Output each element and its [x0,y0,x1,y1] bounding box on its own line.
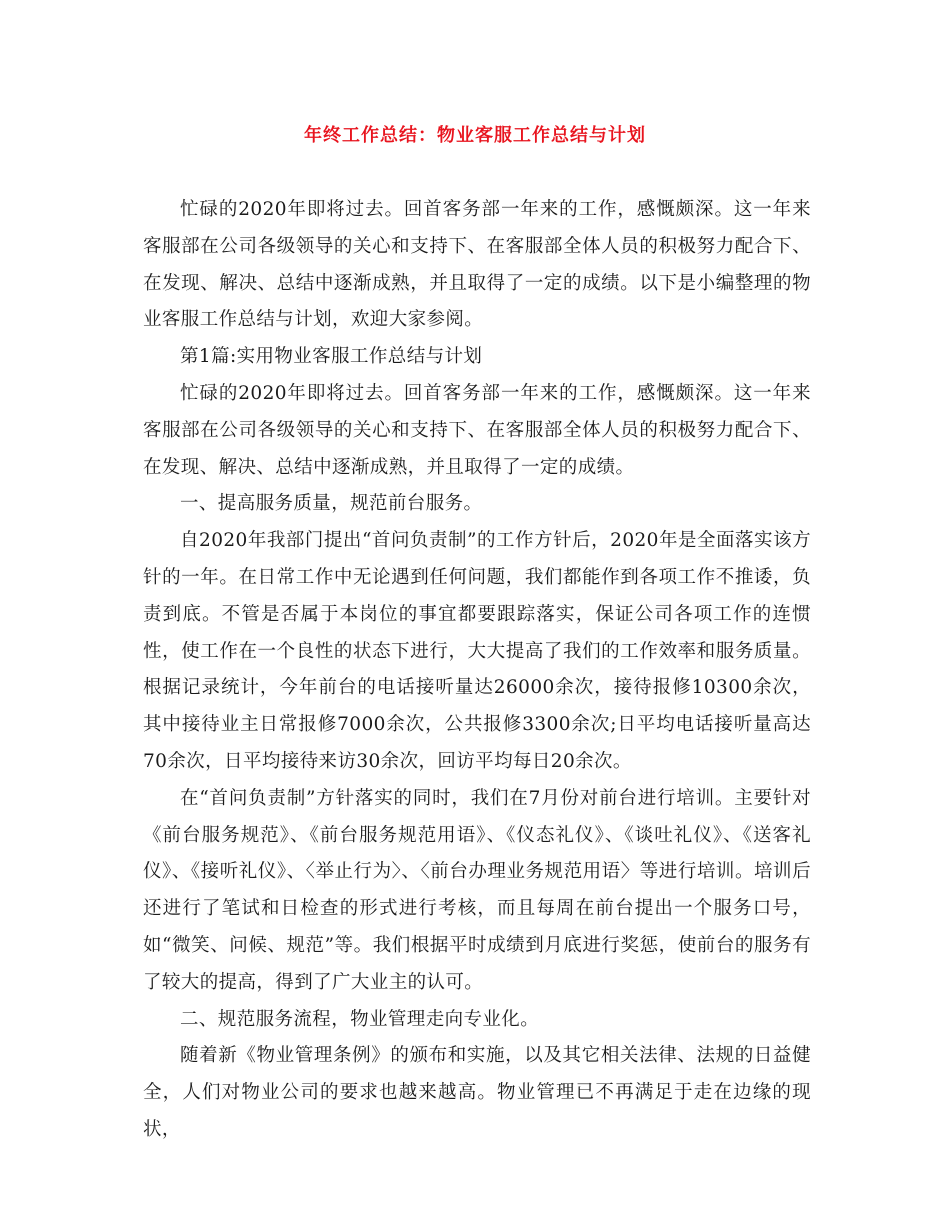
document-title: 年终工作总结：物业客服工作总结与计划 [304,125,646,146]
paragraph-service-process: 随着新《物业管理条例》的颁布和实施，以及其它相关法律、法规的日益健全，人们对物业公司的要求也越来越高。物业管理已不再满足于走在边缘的现状， [143,1045,811,1140]
paragraph-part-1-intro: 忙碌的2020年即将过去。回首客务部一年来的工作，感慨颇深。这一年来客服部在公司各级领导的关心和支持下、在客服部全体人员的积极努力配合下、在发现、解决、总结中逐渐成熟，并且取得了一定的成绩。 [143,382,811,478]
section-heading-service-process: 二、规范服务流程，物业管理走向专业化。 [180,1008,540,1030]
paragraph-training: 在“首问负责制”方针落实的同时，我们在7月份对前台进行培训。主要针对《前台服务规范》、《前台服务规范用语》、《仪态礼仪》、《谈吐礼仪》、《送客礼仪》、《接听礼仪》、〈举止行为〉、〈前台办理业务规范用语〉等进行培训。培训后还进行了笔试和日检查的形式进行考核，而且每周在前台提出一个服务口号，如“微笑、问候、规范”等。我们根据平时成绩到月底进行奖惩，使前台的服务有了较大的提高，得到了广大业主的认可。 [143,787,811,993]
section-heading-service-quality: 一、提高服务质量，规范前台服务。 [180,493,483,515]
document-body [143,192,811,1149]
section-heading-part-1: 第1篇:实用物业客服工作总结与计划 [180,346,483,368]
paragraph-service-quality: 自2020年我部门提出“首问负责制”的工作方针后，2020年是全面落实该方针的一年。在日常工作中无论遇到任何问题，我们都能作到各项工作不推诿，负责到底。不管是否属于本岗位的事宜都要跟踪落实，保证公司各项工作的连惯性，使工作在一个良性的状态下进行，大大提高了我们的工作效率和服务质量。根据记录统计，今年前台的电话接听量达26000余次，接待报修10300余次，其中接待业主日常报修7000余次，公共报修3300余次;日平均电话接听量高达70余次，日平均接待来访30余次，回访平均每日20余次。 [143,530,811,772]
paragraph-intro: 忙碌的2020年即将过去。回首客务部一年来的工作，感慨颇深。这一年来客服部在公司各级领导的关心和支持下、在客服部全体人员的积极努力配合下、在发现、解决、总结中逐渐成熟，并且取得了一定的成绩。以下是小编整理的物业客服工作总结与计划，欢迎大家参阅。 [143,199,811,331]
